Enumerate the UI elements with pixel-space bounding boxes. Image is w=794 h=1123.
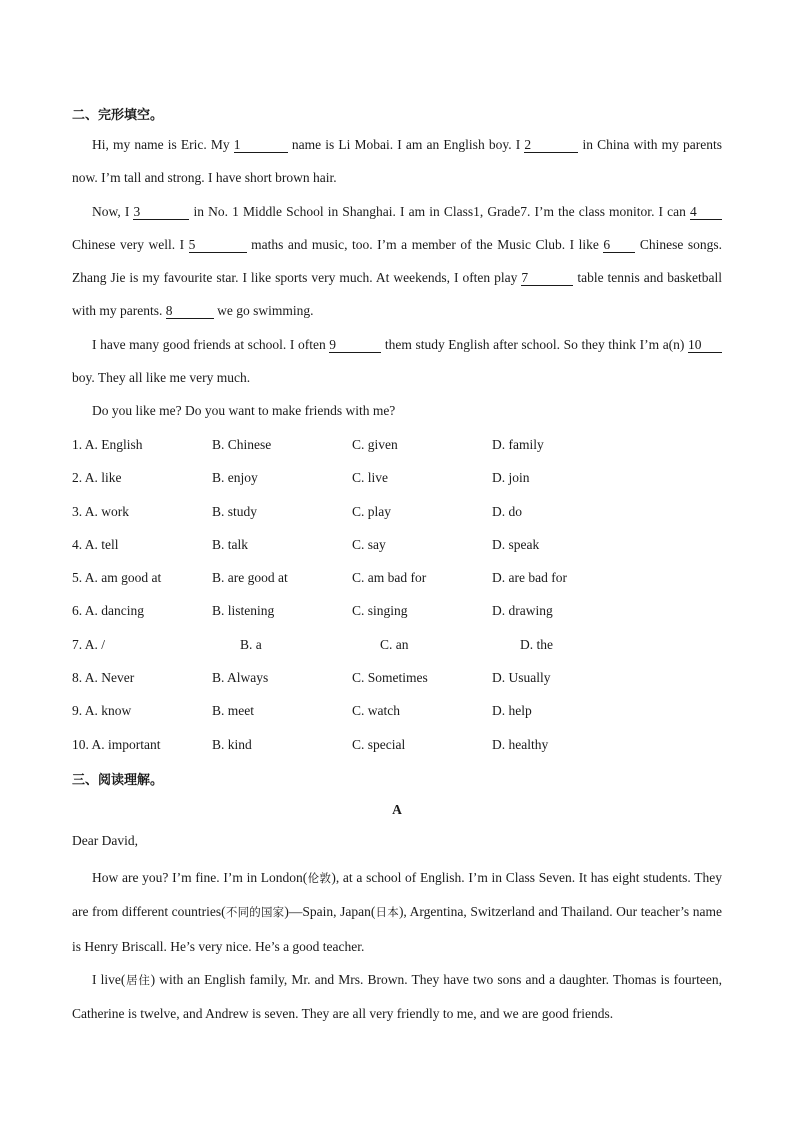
blank-3: 3 bbox=[133, 204, 189, 220]
letter-body bbox=[72, 861, 722, 1030]
cloze-paragraph-2: Now, I 3 in No. 1 Middle School in Shanghai. I am in Class1, Grade7. I’m the class monitor. I can 4 Chinese very well. I 5 maths and music, too. I’m a member of the Music Club. I like 6 Chinese songs. Zhang Jie is my favourite star. I like sports very much. At weekends, I often play 7 table tennis and basketball with my parents. 8 we go swimming. bbox=[72, 203, 723, 319]
option-b: B. a bbox=[240, 636, 262, 652]
option-c: C. special bbox=[352, 736, 406, 752]
chinese-gloss: 居住 bbox=[125, 972, 151, 987]
option-d: D. drawing bbox=[492, 603, 553, 619]
letter-paragraph-2: I live(居住) with an English family, Mr. and Mrs. Brown. They have two sons and a daughter. Thomas is fourteen, Catherine is twelve, and Andrew is seven. They are all very friendly to me, and we are good friends. bbox=[72, 971, 722, 1022]
option-b: B. Always bbox=[212, 670, 269, 686]
passage-label: A bbox=[392, 802, 402, 817]
option-a: 3. A. work bbox=[72, 503, 129, 519]
option-d: D. do bbox=[492, 503, 522, 519]
option-d: D. help bbox=[492, 703, 532, 719]
section-3-title: 三、阅读理解。 bbox=[72, 773, 164, 788]
option-d: D. the bbox=[520, 636, 553, 652]
blank-8: 8 bbox=[166, 303, 214, 319]
option-c: C. play bbox=[352, 503, 391, 519]
letter-greeting: Dear David, bbox=[72, 833, 138, 848]
option-c: C. say bbox=[352, 536, 386, 552]
option-a: 6. A. dancing bbox=[72, 603, 144, 619]
option-a: 10. A. important bbox=[72, 736, 161, 752]
blank-4: 4 bbox=[690, 204, 722, 220]
option-a: 9. A. know bbox=[72, 703, 132, 719]
option-c: C. Sometimes bbox=[352, 670, 428, 686]
option-b: B. study bbox=[212, 503, 258, 519]
option-c: C. an bbox=[380, 636, 409, 652]
option-c: C. singing bbox=[352, 603, 408, 619]
letter-paragraph-1: How are you? I’m fine. I’m in London(伦敦), at a school of English. I’m in Class Seven. It has eight students. They are from different countries(不同的国家)—Spain, Japan(日本), Argentina, Switzerland and Thailand. Our teacher’s name is Henry Briscall. He’s very nice. He’s a good teacher. bbox=[72, 870, 723, 954]
cloze-paragraph-4: Do you like me? Do you want to make friends with me? bbox=[92, 403, 396, 419]
option-b: B. are good at bbox=[212, 570, 288, 586]
section-2-title: 二、完形填空。 bbox=[72, 108, 164, 123]
option-c: C. watch bbox=[352, 703, 400, 719]
option-d: D. speak bbox=[492, 536, 540, 552]
option-d: D. join bbox=[492, 470, 530, 486]
blank-2: 2 bbox=[524, 137, 578, 153]
option-b: B. kind bbox=[212, 736, 252, 752]
blank-10: 10 bbox=[688, 337, 722, 353]
option-b: B. enjoy bbox=[212, 470, 258, 486]
option-d: D. are bad for bbox=[492, 570, 567, 586]
option-b: B. talk bbox=[212, 536, 248, 552]
cloze-paragraph-1: Hi, my name is Eric. My 1 name is Li Mobai. I am an English boy. I 2 in China with my parents now. I’m tall and strong. I have short brown hair. bbox=[72, 137, 722, 186]
cloze-paragraph-3: I have many good friends at school. I often 9 them study English after school. So they think I’m a(n) 10 boy. They all like me very much. bbox=[72, 328, 722, 395]
option-c: C. given bbox=[352, 437, 398, 452]
chinese-gloss: 日本 bbox=[375, 905, 399, 920]
option-b: B. Chinese bbox=[212, 437, 272, 452]
option-a: 7. A. / bbox=[72, 636, 106, 652]
option-b: B. listening bbox=[212, 603, 275, 619]
option-c: C. am bad for bbox=[352, 570, 427, 586]
option-a: 5. A. am good at bbox=[72, 570, 162, 586]
blank-7: 7 bbox=[521, 270, 573, 286]
option-d: D. Usually bbox=[492, 670, 551, 686]
chinese-gloss: 不同的国家 bbox=[225, 905, 285, 920]
blank-1: 1 bbox=[234, 137, 288, 153]
option-a: 2. A. like bbox=[72, 470, 122, 486]
option-a: 4. A. tell bbox=[72, 536, 119, 552]
option-a: 1. A. English bbox=[72, 437, 143, 452]
blank-6: 6 bbox=[603, 237, 635, 253]
blank-9: 9 bbox=[329, 337, 381, 353]
option-b: B. meet bbox=[212, 703, 254, 719]
blank-5: 5 bbox=[189, 237, 247, 253]
option-d: D. healthy bbox=[492, 736, 549, 752]
option-c: C. live bbox=[352, 470, 388, 486]
chinese-gloss: 伦敦 bbox=[307, 871, 332, 885]
option-d: D. family bbox=[492, 437, 544, 452]
option-a: 8. A. Never bbox=[72, 670, 135, 686]
cloze-passage bbox=[72, 128, 722, 428]
